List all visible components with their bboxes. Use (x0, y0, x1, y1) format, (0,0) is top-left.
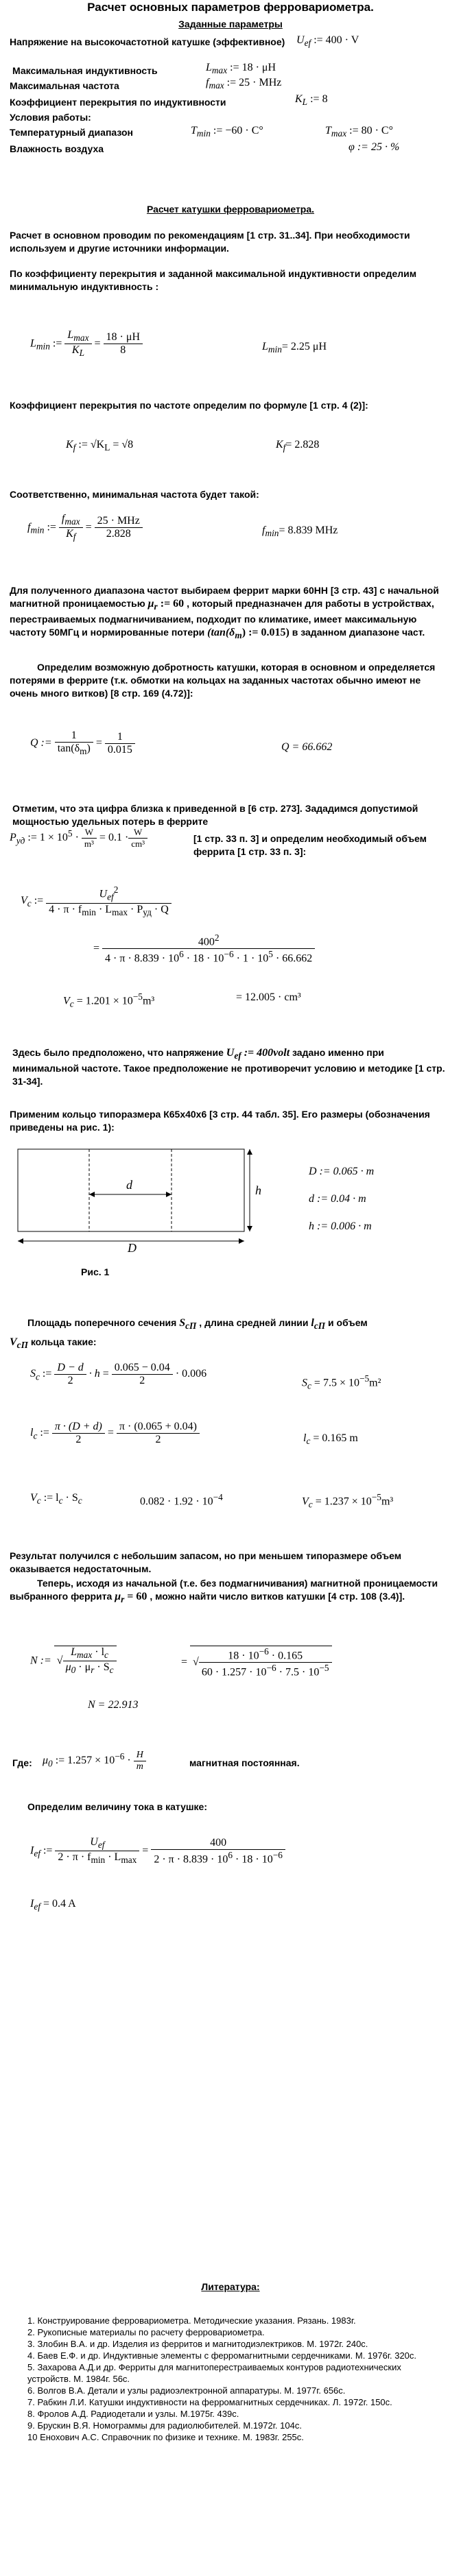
dim-d: d := 0.04 · m (309, 1193, 366, 1205)
mu0-description: магнитная постоянная. (189, 1757, 300, 1768)
list-item: 8. Фролов А.Д. Радиодетали и узлы. М.1975г. 439с. (27, 2409, 239, 2419)
q-formula: Q := $\frac{1}{\tan(\delta_m)}$ = $\frac{1}{0.015}$ (30, 730, 135, 757)
paragraph-12: Теперь, исходя из начальной (т.е. без подмагничивания) магнитной проницаемости выбранного феррита $\mu_r = 60$ , можно найти число витков катушки [4 стр. 108 (3.4)]. (10, 1578, 438, 1605)
paragraph-3: Коэффициент перекрытия по частоте определим по формуле [1 стр. 4 (2)]: (10, 400, 368, 411)
list-item: 9. Брускин В.Я. Номограммы для радиолюбителей. М.1972г. 104с. (27, 2420, 302, 2431)
vcc-substitution: $0.082 \cdot 1.92 \cdot 10^{-4}$ (140, 1492, 223, 1508)
vcc-result: $V_c = 1.237 \times 10^{-5}m^3$ (302, 1492, 394, 1510)
i-result: $I_{ef} = 0.4$ A (30, 1898, 76, 1912)
dim-D: D := 0.065 · m (309, 1166, 375, 1177)
list-item: 7. Рабкин Л.И. Катушки индуктивности на ферромагнитных сердечниках. Л. 1972г. 150с. (27, 2397, 392, 2407)
h-label: h (255, 1183, 261, 1197)
pyd-eq: $P_{уд}$ := $1 \times 10^5$ · $\frac{W}{\text{m³}}$ = 0.1 · $\frac{W}{\text{cm³}}$ (10, 827, 147, 850)
n-result: N = 22.913 (88, 1699, 139, 1711)
given-heading: Заданные параметры (178, 19, 283, 29)
lmax-eq: $L_{max}$ := 18 · μH (206, 62, 276, 76)
list-item: 2. Рукописные материалы по расчету ферровариометра. (27, 2327, 265, 2337)
h-arrow-top (247, 1149, 252, 1155)
lmin-result: $L_{min}= 2.25$ μH (262, 341, 327, 355)
paragraph-14: Определим величину тока в катушке: (27, 1801, 207, 1812)
paragraph-4: Соответственно, минимальная частота будет такой: (10, 489, 259, 500)
fmax-label: Максимальная частота (10, 80, 119, 91)
paragraph-11: Результат получился с небольшим запасом, но при меньшем типоразмере объем оказывается недостаточным. (10, 1550, 402, 1574)
list-item: 4. Баев Е.Ф. и др. Индуктивные элементы с ферромагнитными сердечниками. М. 1976г. 320с. (27, 2350, 417, 2361)
literature-heading: Литература: (201, 2281, 260, 2292)
cond-label: Условия работы: (10, 112, 91, 123)
paragraph-9: Применим кольцо типоразмера К65х40х6 [3 стр. 44 табл. 35]. Его размеры (обозначения приведены на рис. 1): (10, 1109, 430, 1133)
tmin-eq: $T_{min}$ := −60 · C° (191, 125, 263, 139)
list-item: 5. Захарова А.Д.и др. Ферриты для магнитоперестраиваемых контуров радиотехнических устройств. М. 1984г. 56с. (27, 2362, 401, 2384)
vcc-formula: $V_c$ := $l_c \cdot S_c$ (30, 1492, 82, 1506)
temp-label: Температурный диапазон (10, 127, 133, 138)
lc-formula: $l_c$ := $\frac{\pi \cdot (D + d)}{2}$ = $\frac{\pi \cdot (0.065 + 0.04)}{2}$ (30, 1421, 200, 1446)
where-label: Где: (12, 1757, 32, 1768)
D-label: D (128, 1241, 137, 1255)
paragraph-7b: [1 стр. 33 п. 3] и определим необходимый объем феррита [1 стр. 33 п. 3]: (193, 833, 427, 857)
D-arrow-right (239, 1238, 244, 1244)
tmax-eq: $T_{max}$ := 80 · C° (325, 125, 393, 139)
vc-result-cm: = 12.005 · cm³ (236, 991, 301, 1003)
list-item: 3. Злобин В.А. и др. Изделия из ферритов и магнитодиэлектриков. М. 1972г. 240с. (27, 2339, 368, 2349)
hum-label: Влажность воздуха (10, 143, 104, 154)
kl-label: Коэффициент перекрытия по индуктивности (10, 97, 226, 108)
sc-result: $S_c = 7.5 \times 10^{-5}m^2$ (302, 1373, 381, 1391)
paragraph-10: Площадь поперечного сечения $S_{cП}$ , длина средней линии $l_{cП}$ и объем (27, 1317, 368, 1332)
fmin-result: $f_{min}= 8.839$ MHz (262, 525, 338, 539)
lmin-formula: $L_{min}$ := $\frac{L_{max}}{K_L}$ = $\frac{18 \cdot \mu H}{8}$ (30, 329, 143, 359)
sc-formula: $S_c$ := $\frac{D - d}{2}$ · h = $\frac{0.065 - 0.04}{2}$ · 0.006 (30, 1362, 207, 1386)
kf-result: $K_f= 2.828$ (276, 439, 320, 453)
hum-eq: φ := 25 · % (348, 141, 400, 153)
voltage-label: Напряжение на высокочастотной катушке (эффективное) (10, 36, 285, 47)
dim-h: h := 0.006 · m (309, 1220, 372, 1232)
page-title: Расчет основных параметров ферровариометра. (87, 1, 374, 14)
i-formula: $I_{ef}$ := $\frac{U_{ef}}{2 \cdot \pi \cdot f_{min} \cdot L_{max}}$ = $\frac{400}{2 \cdot \pi \cdot 8.839 \cdot 10^6 \cdot 18 \cdot 10^{-6}}$ (30, 1836, 285, 1866)
D-arrow-left (18, 1238, 23, 1244)
ring-cross-section-figure (16, 1145, 270, 1255)
paragraph-10b: $V_{cП}$ кольца такие: (10, 1336, 97, 1351)
paragraph-5: Для полученного диапазона частот выбираем феррит марки 60НН [3 стр. 43] с начальной магнитной проницаемостью $\mu_r$ := 60 , который предназначен для работы в устройствах, перестраиваемых подмагничиванием, подходит по климатике, имеет максимальную частоту 50МГц и нормированные потери ($\tan(\delta_m)$ := 0.015) в заданном диапазоне част. (10, 585, 439, 641)
paragraph-7: Отметим, что эта цифра близка к приведенной в [6 стр. 273]. Зададимся допустимой мощностью удельных потерь в феррите (12, 803, 418, 827)
calc-heading: Расчет катушки ферровариометра. (146, 204, 315, 215)
h-arrow-bottom (247, 1226, 252, 1231)
kf-formula: $K_f$ := $√K_L = √8$ (66, 439, 134, 453)
fmax-eq: $f_{max}$ := 25 · MHz (206, 77, 282, 91)
d-label: d (126, 1178, 132, 1192)
paragraph-1: Расчет в основном проводим по рекомендациям [1 стр. 31..34]. При необходимости используем и другие источники информации. (10, 230, 410, 254)
vc-result: $V_c = 1.201 \times 10^{-5}m^3$ (63, 991, 155, 1009)
list-item: 1. Конструирование ферровариометра. Методические указания. Рязань. 1983г. (27, 2315, 356, 2326)
lmax-label: Максимальная индуктивность (12, 65, 158, 76)
paragraph-2: По коэффициенту перекрытия и заданной максимальной индуктивности определим минимальную индуктивность : (10, 268, 417, 292)
figure-caption: Рис. 1 (81, 1266, 110, 1277)
lc-result: $l_c = 0.165$ m (303, 1432, 358, 1447)
list-item: 6. Волгов В.А. Детали и узлы радиоэлектронной аппаратуры. М. 1977г. 656с. (27, 2385, 346, 2396)
vc-formula: $V_c$ := $\frac{U_{ef}^2}{4 \cdot \pi \cdot f_{min} \cdot L_{max} \cdot P_{уд} \cdot Q}$ (21, 884, 172, 918)
voltage-eq: $U_{ef}$ := 400 · V (296, 34, 359, 49)
n-substitution: = √ $\frac{18 \cdot 10^{-6} \cdot 0.165}{60 \cdot 1.257 \cdot 10^{-6} \cdot 7.5 \cdot 10^{-5}}$ (181, 1646, 332, 1679)
q-result: Q = 66.662 (281, 741, 333, 753)
list-item: 10 Енохович А.С. Справочник по физике и технике. М. 1983г. 255с. (27, 2432, 304, 2442)
paragraph-8: Здесь было предположено, что напряжение $U_{ef}$ := 400volt задано именно при минимальной частоте. Такое предположение не противоречит условию и методике [1 стр. 31-34]. (12, 1047, 445, 1087)
vc-substitution: = $\frac{400^2}{4 \cdot \pi \cdot 8.839 \cdot 10^6 \cdot 18 \cdot 10^{-6} \cdot 1 \cdot 10^5 \cdot 66.662}$ (93, 932, 315, 965)
mu0-eq: $\mu_0$ := $1.257 \times 10^{-6}$ · $\frac{H}{m}$ (43, 1750, 146, 1772)
kl-eq: $K_L$ := 8 (295, 93, 328, 108)
fmin-formula: $f_{min}$ := $\frac{f_{max}}{K_f}$ = $\frac{\text{25 · MHz}}{2.828}$ (27, 513, 143, 542)
paragraph-6: Определим возможную добротность катушки, которая в основном и определяется потерями в феррите (т.к. обмотки на кольцах на заданных частотах обычно имеют не очень много витков) [8 стр. 169 (4.72)]: (10, 662, 436, 699)
literature-list (27, 2315, 439, 2443)
n-formula: N := √ $\frac{L_{max} \cdot l_c}{\mu_0 \cdot \mu_r \cdot S_c}$ (30, 1646, 117, 1676)
